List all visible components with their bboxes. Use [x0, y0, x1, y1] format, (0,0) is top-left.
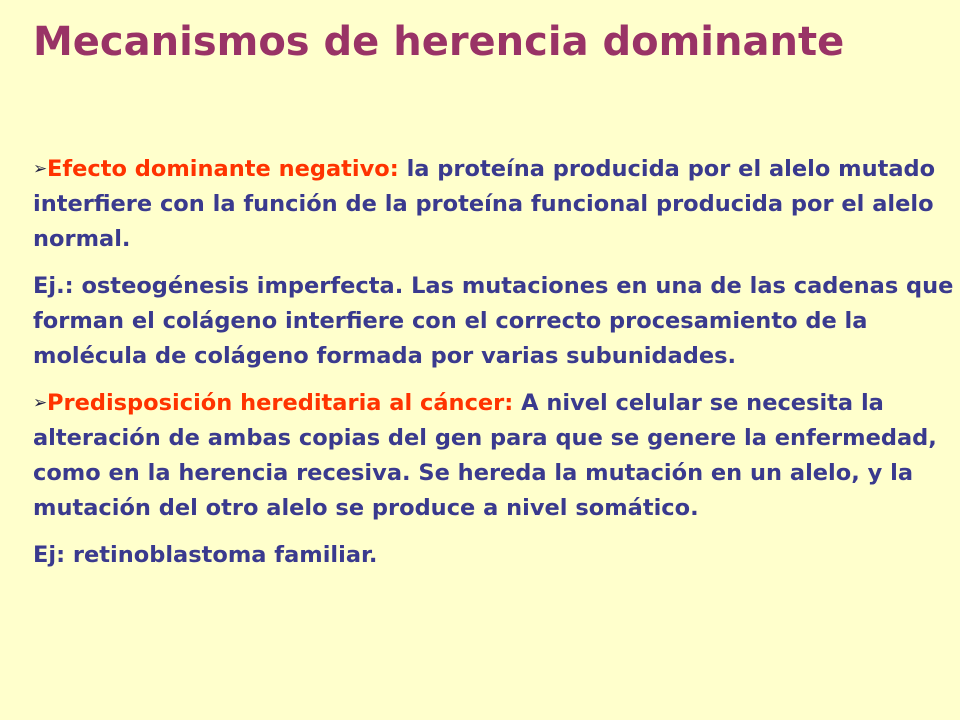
example-retinoblastoma: Ej: retinoblastoma familiar. [33, 542, 378, 568]
bullet-item-dominant-negative [33, 152, 958, 257]
text-cancer-predisposition: A nivel celular se necesita la alteración de ambas copias del gen para que se genere la enfermedad, como en la herencia recesiva. Se hereda la mutación en un alelo, y la mutación del otro alelo se produce a nivel somático. [33, 390, 937, 521]
example-osteogenesis: Ej.: osteogénesis imperfecta. Las mutaciones en una de las cadenas que forman el colágeno interfiere con el correcto procesamiento de la molécula de colágeno formada por varias subunidades. [33, 273, 954, 369]
slide-title: Mecanismos de herencia dominante [33, 19, 845, 65]
slide-body [33, 152, 958, 585]
term-dominant-negative: Efecto dominante negativo: [47, 156, 399, 182]
arrow-bullet-icon: ➢ [33, 393, 48, 413]
arrow-bullet-icon: ➢ [33, 159, 48, 179]
term-cancer-predisposition: Predisposición hereditaria al cáncer: [47, 390, 514, 416]
text-dominant-negative: la proteína producida por el alelo mutado interfiere con la función de la proteína funcional producida por el alelo normal. [33, 156, 936, 252]
bullet-item-cancer-predisposition [33, 386, 958, 526]
